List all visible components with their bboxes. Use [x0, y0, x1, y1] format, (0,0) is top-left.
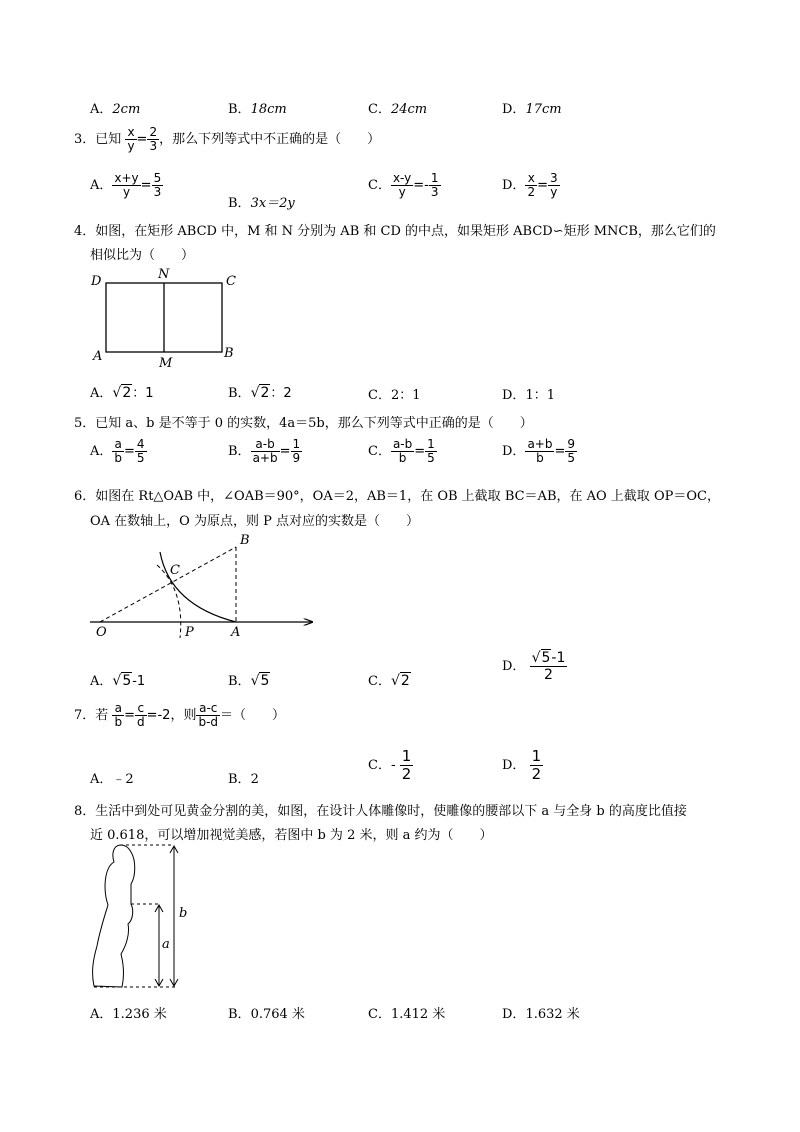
label-A: A — [93, 349, 103, 364]
label-N: N — [158, 267, 170, 282]
q4-stem-line1: 4．如图，在矩形 ABCD 中，M 和 N 分别为 AB 和 CD 的中点，如果矩形 ABCD∽矩形 MNCB，那么它们的 — [74, 224, 716, 239]
q5-option-c: C． $\frac{a-b}{b}$ = $\frac{1}{5}$ — [368, 437, 435, 465]
q8-option-a: A．1.236 米 — [90, 1007, 167, 1022]
q6-option-b: B．√5 — [228, 673, 270, 689]
q2-option-d: D．17cm — [502, 102, 562, 117]
label-C: C — [170, 563, 180, 578]
q7-option-d: D． $\frac{1}{2}$ — [502, 747, 542, 783]
label-a: a — [162, 937, 170, 952]
q7-option-c: C．- $\frac{1}{2}$ — [368, 747, 412, 783]
q3-option-d: D． $\frac{x}{2}$ = $\frac{3}{y}$ — [502, 171, 558, 199]
q4-stem-line2: 相似比为（ ） — [90, 248, 195, 263]
q4-option-a: A．√2：1 — [90, 385, 154, 401]
q3-option-a: A． $\frac{x+y}{y}$ = $\frac{5}{3}$ — [90, 171, 162, 199]
label-B: B — [240, 533, 250, 548]
q2-option-b: B．18cm — [228, 102, 287, 117]
q8-option-d: D．1.632 米 — [502, 1007, 580, 1022]
q3-stem: 3．已知 $\frac{x}{y}$ = $\frac{2}{3}$ ，那么下列等式中不正确的是（ ） — [74, 125, 381, 153]
q5-option-d: D． $\frac{a+b}{b}$ = $\frac{9}{5}$ — [502, 437, 576, 465]
label-B: B — [224, 346, 234, 361]
label-D: D — [91, 274, 102, 289]
q8-option-c: C．1.412 米 — [368, 1007, 446, 1022]
q4-option-d: D．1：1 — [502, 388, 555, 403]
label-O: O — [96, 625, 107, 640]
q2-option-c: C．24cm — [368, 102, 428, 117]
q6-stem-line1: 6．如图在 Rt△OAB 中，∠OAB＝90°，OA＝2，AB＝1，在 OB 上截取 BC＝AB，在 AO 上截取 OP＝OC， — [74, 489, 720, 504]
q6-option-a: A．√5-1 — [90, 673, 146, 689]
label-b: b — [179, 906, 188, 921]
q5-option-a: A． $\frac{a}{b}$ = $\frac{4}{5}$ — [90, 437, 145, 465]
q7-stem: 7．若 $\frac{a}{b}$ = $\frac{c}{d}$ =-2，则 $\frac{a-c}{b-d}$ ＝（ ） — [74, 701, 286, 729]
label-P: P — [185, 625, 194, 640]
q8-stem-line1: 8．生活中到处可见黄金分割的美，如图，在设计人体雕像时，使雕像的腰部以下 a 与全身 b 的高度比值接 — [74, 804, 687, 819]
label-M: M — [159, 356, 173, 371]
q6-option-c: C．√2 — [368, 673, 410, 689]
q7-option-b: B．2 — [228, 772, 259, 787]
q3-option-c: C． $\frac{x-y}{y}$ =- $\frac{1}{3}$ — [368, 171, 439, 199]
q4-option-c: C．2：1 — [368, 388, 421, 403]
q7-option-a: A．﹣2 — [90, 772, 134, 787]
q6-stem-line2: OA 在数轴上，O 为原点，则 P 点对应的实数是（ ） — [90, 514, 419, 529]
label-A: A — [231, 625, 241, 640]
q8-stem-line2: 近 0.618，可以增加视觉美感，若图中 b 为 2 米，则 a 约为（ ） — [90, 828, 493, 843]
q6-option-d: D． $\frac{√5-1}{2}$ — [502, 650, 566, 683]
q8-option-b: B．0.764 米 — [228, 1007, 305, 1022]
label-C: C — [226, 274, 236, 289]
q5-stem: 5．已知 a、b 是不等于 0 的实数，4a＝5b，那么下列等式中正确的是（ ） — [74, 416, 533, 431]
q5-option-b: B． $\frac{a-b}{a+b}$ = $\frac{1}{9}$ — [228, 437, 301, 465]
q2-option-a: A．2cm — [90, 102, 141, 117]
q4-option-b: B．√2：2 — [228, 385, 292, 401]
q3-option-b: B．3x＝2y — [228, 196, 295, 211]
